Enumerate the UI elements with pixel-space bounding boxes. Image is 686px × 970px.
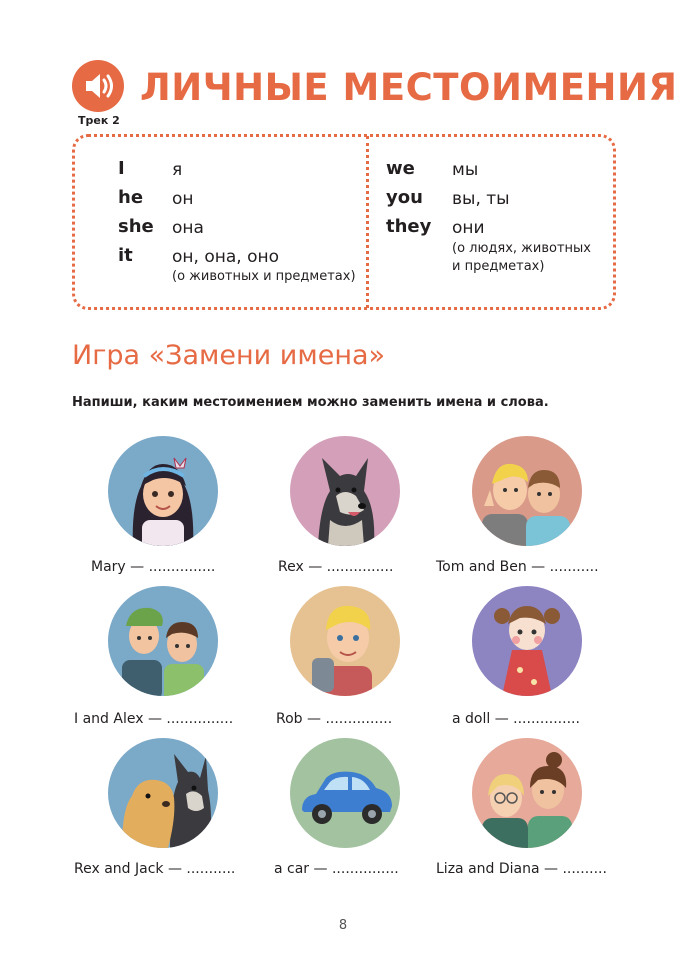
- pronoun-ru: она: [172, 218, 204, 238]
- caption-rex: Rex — ...............: [278, 559, 394, 575]
- page-number: 8: [338, 918, 348, 933]
- boys-i-alex-illustration: [108, 586, 218, 696]
- table-divider: [366, 136, 369, 308]
- pronoun-en: you: [386, 187, 423, 208]
- caption-tom-and-ben: Tom and Ben — ...........: [436, 559, 599, 575]
- pronoun-en: I: [118, 158, 125, 179]
- pronoun-ru: он, она, оно: [172, 247, 279, 267]
- girls-liza-diana-illustration: [472, 738, 582, 848]
- pronoun-note: (о животных и предметах): [172, 269, 356, 284]
- caption-rex-and-jack: Rex and Jack — ...........: [74, 861, 236, 877]
- pronoun-en: she: [118, 216, 154, 237]
- caption-i-and-alex: I and Alex — ...............: [74, 711, 234, 727]
- pronoun-ru: они: [452, 218, 485, 238]
- pronoun-ru: он: [172, 189, 194, 209]
- boys-tom-ben-illustration: [472, 436, 582, 546]
- track-label: Трек 2: [78, 114, 120, 127]
- pronoun-en: we: [386, 158, 415, 179]
- dogs-rex-jack-illustration: [108, 738, 218, 848]
- pronoun-note: (о людях, животных: [452, 241, 591, 256]
- pronoun-ru: мы: [452, 160, 479, 180]
- caption-a-doll: a doll — ...............: [452, 711, 580, 727]
- boy-rob-illustration: [290, 586, 400, 696]
- dog-rex-illustration: [290, 436, 400, 546]
- caption-rob: Rob — ...............: [276, 711, 393, 727]
- pronoun-en: it: [118, 245, 133, 266]
- caption-mary: Mary — ...............: [91, 559, 216, 575]
- caption-a-car: a car — ...............: [274, 861, 399, 877]
- girl-mary-illustration: [108, 436, 218, 546]
- caption-liza-and-diana: Liza and Diana — ..........: [436, 861, 607, 877]
- page-title: ЛИЧНЫЕ МЕСТОИМЕНИЯ: [140, 66, 678, 109]
- speaker-icon[interactable]: [72, 60, 124, 112]
- pronoun-ru: вы, ты: [452, 189, 510, 209]
- pronoun-note: и предметах): [452, 259, 545, 274]
- car-illustration: [290, 738, 400, 848]
- section-title: Игра «Замени имена»: [72, 340, 386, 371]
- pronoun-en: they: [386, 216, 432, 237]
- pronoun-ru: я: [172, 160, 183, 180]
- instruction-text: Напиши, каким местоимением можно заменить имена и слова.: [72, 395, 549, 410]
- doll-illustration: [472, 586, 582, 696]
- pronoun-en: he: [118, 187, 144, 208]
